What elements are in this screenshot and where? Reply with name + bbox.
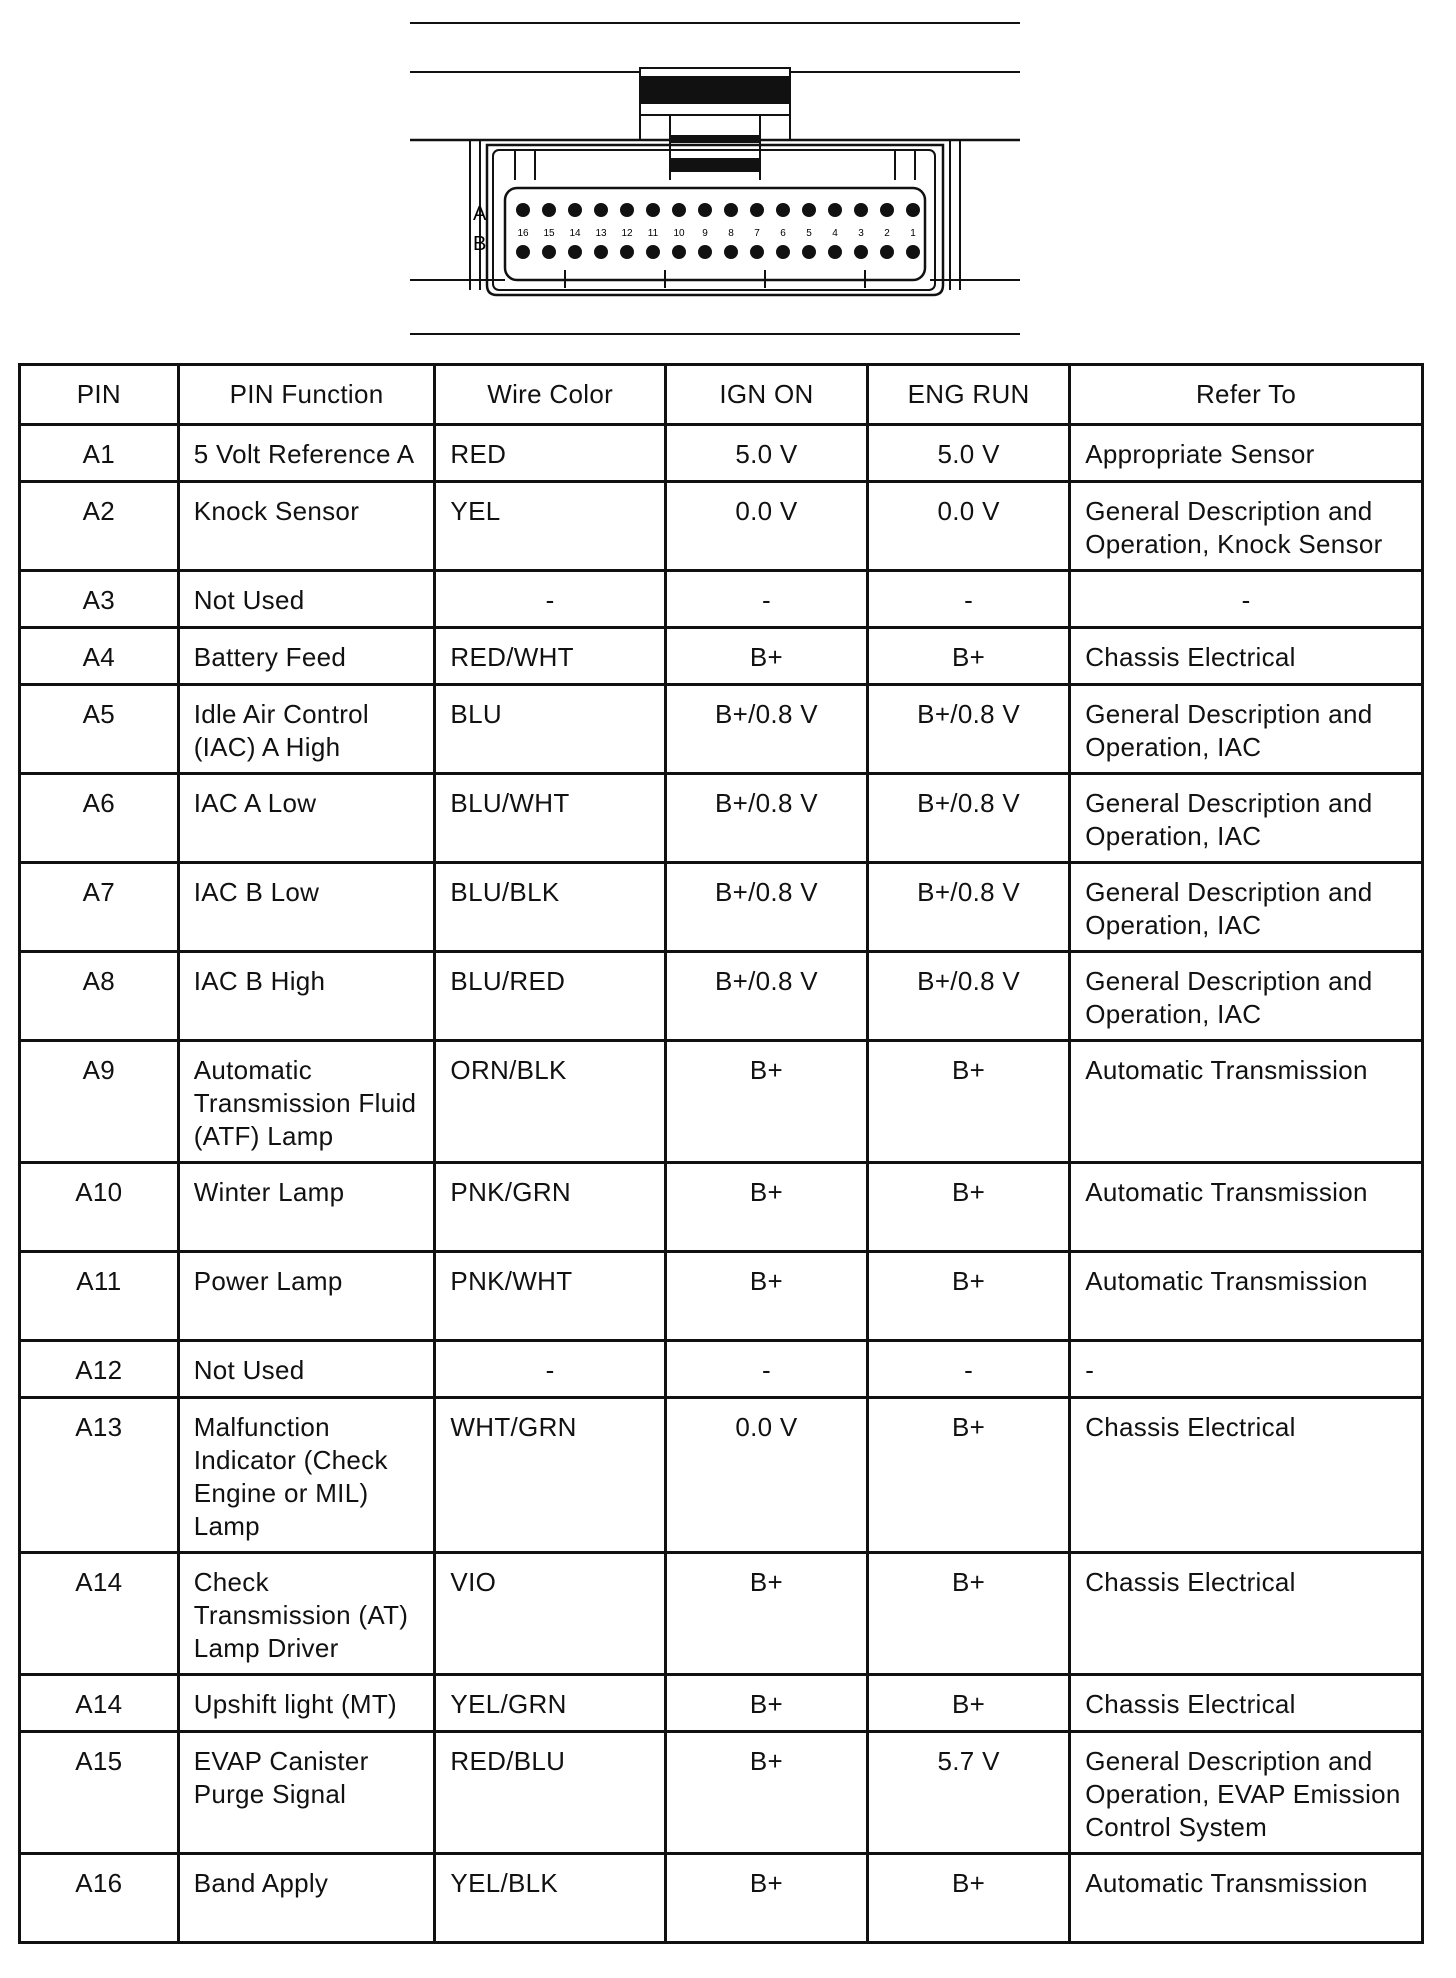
wire-color-cell: BLU bbox=[435, 685, 665, 774]
pin-cell: A12 bbox=[20, 1341, 179, 1398]
pin-function-cell: Band Apply bbox=[178, 1854, 435, 1943]
eng-run-cell: B+/0.8 V bbox=[868, 952, 1070, 1041]
pin-function-cell: Idle Air Control (IAC) A High bbox=[178, 685, 435, 774]
wire-color-cell: YEL/BLK bbox=[435, 1854, 665, 1943]
pin-number-label: 15 bbox=[543, 228, 555, 239]
pin-number-label: 2 bbox=[884, 228, 890, 239]
pin-function-cell: Check Transmission (AT) Lamp Driver bbox=[178, 1553, 435, 1675]
table-row bbox=[20, 425, 1423, 482]
table-row bbox=[20, 571, 1423, 628]
pin-b bbox=[698, 245, 712, 259]
refer-to-cell: General Description and Operation, IAC bbox=[1070, 774, 1423, 863]
pin-function-cell: IAC A Low bbox=[178, 774, 435, 863]
wire-color-cell: YEL bbox=[435, 482, 665, 571]
pin-a bbox=[672, 203, 686, 217]
ign-on-cell: 0.0 V bbox=[665, 482, 867, 571]
pin-cell: A14 bbox=[20, 1675, 179, 1732]
pin-function-cell: Not Used bbox=[178, 571, 435, 628]
ign-on-cell: B+ bbox=[665, 1553, 867, 1675]
pin-number-label: 3 bbox=[858, 228, 864, 239]
row-b-label: B bbox=[473, 233, 487, 255]
ign-on-cell: B+ bbox=[665, 1163, 867, 1252]
ign-on-cell: B+/0.8 V bbox=[665, 863, 867, 952]
pin-a bbox=[646, 203, 660, 217]
refer-to-cell: Chassis Electrical bbox=[1070, 1553, 1423, 1675]
pin-cell: A3 bbox=[20, 571, 179, 628]
wire-color-cell: WHT/GRN bbox=[435, 1398, 665, 1553]
header-pin-function: PIN Function bbox=[178, 365, 435, 425]
pin-function-cell: IAC B Low bbox=[178, 863, 435, 952]
ign-on-cell: B+/0.8 V bbox=[665, 774, 867, 863]
pin-a bbox=[568, 203, 582, 217]
header-eng-run: ENG RUN bbox=[868, 365, 1070, 425]
table-row bbox=[20, 1675, 1423, 1732]
pin-number-label: 6 bbox=[780, 228, 786, 239]
pin-number-label: 10 bbox=[673, 228, 685, 239]
eng-run-cell: B+ bbox=[868, 1553, 1070, 1675]
wire-color-cell: BLU/RED bbox=[435, 952, 665, 1041]
wire-color-cell: RED/WHT bbox=[435, 628, 665, 685]
table-row bbox=[20, 1553, 1423, 1675]
wire-color-cell: VIO bbox=[435, 1553, 665, 1675]
wire-color-cell: - bbox=[435, 571, 665, 628]
pin-cell: A10 bbox=[20, 1163, 179, 1252]
eng-run-cell: - bbox=[868, 571, 1070, 628]
pin-cell: A8 bbox=[20, 952, 179, 1041]
refer-to-cell: General Description and Operation, IAC bbox=[1070, 952, 1423, 1041]
refer-to-cell: Chassis Electrical bbox=[1070, 1398, 1423, 1553]
pin-a bbox=[698, 203, 712, 217]
pin-number-label: 4 bbox=[832, 228, 838, 239]
wire-color-cell: ORN/BLK bbox=[435, 1041, 665, 1163]
pin-cell: A9 bbox=[20, 1041, 179, 1163]
ign-on-cell: B+ bbox=[665, 628, 867, 685]
pin-cell: A1 bbox=[20, 425, 179, 482]
pin-b bbox=[542, 245, 556, 259]
pin-table bbox=[18, 363, 1424, 1944]
refer-to-cell: Automatic Transmission bbox=[1070, 1041, 1423, 1163]
lock-tab-bar bbox=[640, 76, 790, 104]
table-row bbox=[20, 628, 1423, 685]
header-refer-to: Refer To bbox=[1070, 365, 1423, 425]
eng-run-cell: B+ bbox=[868, 1041, 1070, 1163]
pin-b bbox=[724, 245, 738, 259]
wire-color-cell: PNK/GRN bbox=[435, 1163, 665, 1252]
pin-function-cell: Winter Lamp bbox=[178, 1163, 435, 1252]
pin-function-cell: Battery Feed bbox=[178, 628, 435, 685]
table-row bbox=[20, 774, 1423, 863]
eng-run-cell: B+/0.8 V bbox=[868, 863, 1070, 952]
pin-b bbox=[776, 245, 790, 259]
pin-a bbox=[854, 203, 868, 217]
pin-a bbox=[542, 203, 556, 217]
pin-b bbox=[516, 245, 530, 259]
pin-b bbox=[802, 245, 816, 259]
pin-number-label: 9 bbox=[702, 228, 708, 239]
pin-cell: A15 bbox=[20, 1732, 179, 1854]
eng-run-cell: B+/0.8 V bbox=[868, 685, 1070, 774]
pin-number-label: 8 bbox=[728, 228, 734, 239]
ign-on-cell: B+/0.8 V bbox=[665, 685, 867, 774]
pin-function-cell: Knock Sensor bbox=[178, 482, 435, 571]
pin-a bbox=[620, 203, 634, 217]
refer-to-cell: - bbox=[1070, 1341, 1423, 1398]
pin-number-label: 7 bbox=[754, 228, 760, 239]
table-row bbox=[20, 1854, 1423, 1943]
row-a-label: A bbox=[473, 203, 487, 225]
header-wire-color: Wire Color bbox=[435, 365, 665, 425]
pin-number-label: 16 bbox=[517, 228, 529, 239]
pin-cell: A6 bbox=[20, 774, 179, 863]
header-pin: PIN bbox=[20, 365, 179, 425]
eng-run-cell: B+ bbox=[868, 1854, 1070, 1943]
eng-run-cell: 5.0 V bbox=[868, 425, 1070, 482]
pin-function-cell: Power Lamp bbox=[178, 1252, 435, 1341]
pin-b bbox=[880, 245, 894, 259]
pin-b bbox=[750, 245, 764, 259]
eng-run-cell: 5.7 V bbox=[868, 1732, 1070, 1854]
pin-a bbox=[594, 203, 608, 217]
pin-cell: A13 bbox=[20, 1398, 179, 1553]
ign-on-cell: B+ bbox=[665, 1854, 867, 1943]
ign-on-cell: B+ bbox=[665, 1675, 867, 1732]
pin-number-label: 14 bbox=[569, 228, 581, 239]
table-row bbox=[20, 1398, 1423, 1553]
refer-to-cell: - bbox=[1070, 571, 1423, 628]
pin-b bbox=[620, 245, 634, 259]
eng-run-cell: B+ bbox=[868, 1163, 1070, 1252]
wire-color-cell: - bbox=[435, 1341, 665, 1398]
refer-to-cell: Automatic Transmission bbox=[1070, 1163, 1423, 1252]
pin-number-label: 13 bbox=[595, 228, 607, 239]
table-row bbox=[20, 1041, 1423, 1163]
pin-cell: A7 bbox=[20, 863, 179, 952]
pin-number-label: 11 bbox=[647, 228, 659, 239]
pin-function-cell: Upshift light (MT) bbox=[178, 1675, 435, 1732]
wire-color-cell: BLU/BLK bbox=[435, 863, 665, 952]
pin-function-cell: IAC B High bbox=[178, 952, 435, 1041]
table-row bbox=[20, 1732, 1423, 1854]
pin-b bbox=[828, 245, 842, 259]
eng-run-cell: B+ bbox=[868, 1398, 1070, 1553]
refer-to-cell: Automatic Transmission bbox=[1070, 1854, 1423, 1943]
pin-cell: A2 bbox=[20, 482, 179, 571]
pin-number-label: 12 bbox=[621, 228, 633, 239]
table-row bbox=[20, 1252, 1423, 1341]
pin-cell: A16 bbox=[20, 1854, 179, 1943]
refer-to-cell: Appropriate Sensor bbox=[1070, 425, 1423, 482]
pin-number-label: 1 bbox=[910, 228, 916, 239]
pin-a bbox=[750, 203, 764, 217]
pin-a bbox=[776, 203, 790, 217]
pin-function-cell: Not Used bbox=[178, 1341, 435, 1398]
pin-b bbox=[568, 245, 582, 259]
table-row bbox=[20, 1163, 1423, 1252]
ign-on-cell: - bbox=[665, 1341, 867, 1398]
pin-b bbox=[906, 245, 920, 259]
ign-on-cell: 0.0 V bbox=[665, 1398, 867, 1553]
pin-a bbox=[802, 203, 816, 217]
pin-cell: A11 bbox=[20, 1252, 179, 1341]
pin-cell: A5 bbox=[20, 685, 179, 774]
ign-on-cell: B+ bbox=[665, 1252, 867, 1341]
pin-b bbox=[854, 245, 868, 259]
eng-run-cell: B+/0.8 V bbox=[868, 774, 1070, 863]
ign-on-cell: 5.0 V bbox=[665, 425, 867, 482]
pin-function-cell: 5 Volt Reference A bbox=[178, 425, 435, 482]
pin-function-cell: Malfunction Indicator (Check Engine or MIL) Lamp bbox=[178, 1398, 435, 1553]
pin-a bbox=[724, 203, 738, 217]
pin-cell: A4 bbox=[20, 628, 179, 685]
pin-b bbox=[646, 245, 660, 259]
eng-run-cell: B+ bbox=[868, 628, 1070, 685]
eng-run-cell: B+ bbox=[868, 1675, 1070, 1732]
wire-color-cell: RED bbox=[435, 425, 665, 482]
ign-on-cell: B+ bbox=[665, 1732, 867, 1854]
header-row bbox=[20, 365, 1423, 425]
ign-on-cell: B+/0.8 V bbox=[665, 952, 867, 1041]
eng-run-cell: - bbox=[868, 1341, 1070, 1398]
pin-function-cell: Automatic Transmission Fluid (ATF) Lamp bbox=[178, 1041, 435, 1163]
ign-on-cell: - bbox=[665, 571, 867, 628]
pin-number-label: 5 bbox=[806, 228, 812, 239]
pin-cell: A14 bbox=[20, 1553, 179, 1675]
refer-to-cell: General Description and Operation, IAC bbox=[1070, 863, 1423, 952]
pin-a bbox=[880, 203, 894, 217]
pin-b bbox=[594, 245, 608, 259]
wire-color-cell: BLU/WHT bbox=[435, 774, 665, 863]
pin-a bbox=[828, 203, 842, 217]
wire-color-cell: PNK/WHT bbox=[435, 1252, 665, 1341]
wire-color-cell: RED/BLU bbox=[435, 1732, 665, 1854]
table-row bbox=[20, 482, 1423, 571]
table-row bbox=[20, 685, 1423, 774]
table-row bbox=[20, 1341, 1423, 1398]
connector-diagram bbox=[405, 20, 1025, 345]
eng-run-cell: 0.0 V bbox=[868, 482, 1070, 571]
table-row bbox=[20, 952, 1423, 1041]
refer-to-cell: Automatic Transmission bbox=[1070, 1252, 1423, 1341]
pin-b bbox=[672, 245, 686, 259]
pin-a bbox=[516, 203, 530, 217]
eng-run-cell: B+ bbox=[868, 1252, 1070, 1341]
pin-a bbox=[906, 203, 920, 217]
refer-to-cell: Chassis Electrical bbox=[1070, 628, 1423, 685]
ign-on-cell: B+ bbox=[665, 1041, 867, 1163]
refer-to-cell: General Description and Operation, Knock Sensor bbox=[1070, 482, 1423, 571]
refer-to-cell: Chassis Electrical bbox=[1070, 1675, 1423, 1732]
table-row bbox=[20, 863, 1423, 952]
header-ign-on: IGN ON bbox=[665, 365, 867, 425]
pin-function-cell: EVAP Canister Purge Signal bbox=[178, 1732, 435, 1854]
wire-color-cell: YEL/GRN bbox=[435, 1675, 665, 1732]
refer-to-cell: General Description and Operation, EVAP Emission Control System bbox=[1070, 1732, 1423, 1854]
refer-to-cell: General Description and Operation, IAC bbox=[1070, 685, 1423, 774]
